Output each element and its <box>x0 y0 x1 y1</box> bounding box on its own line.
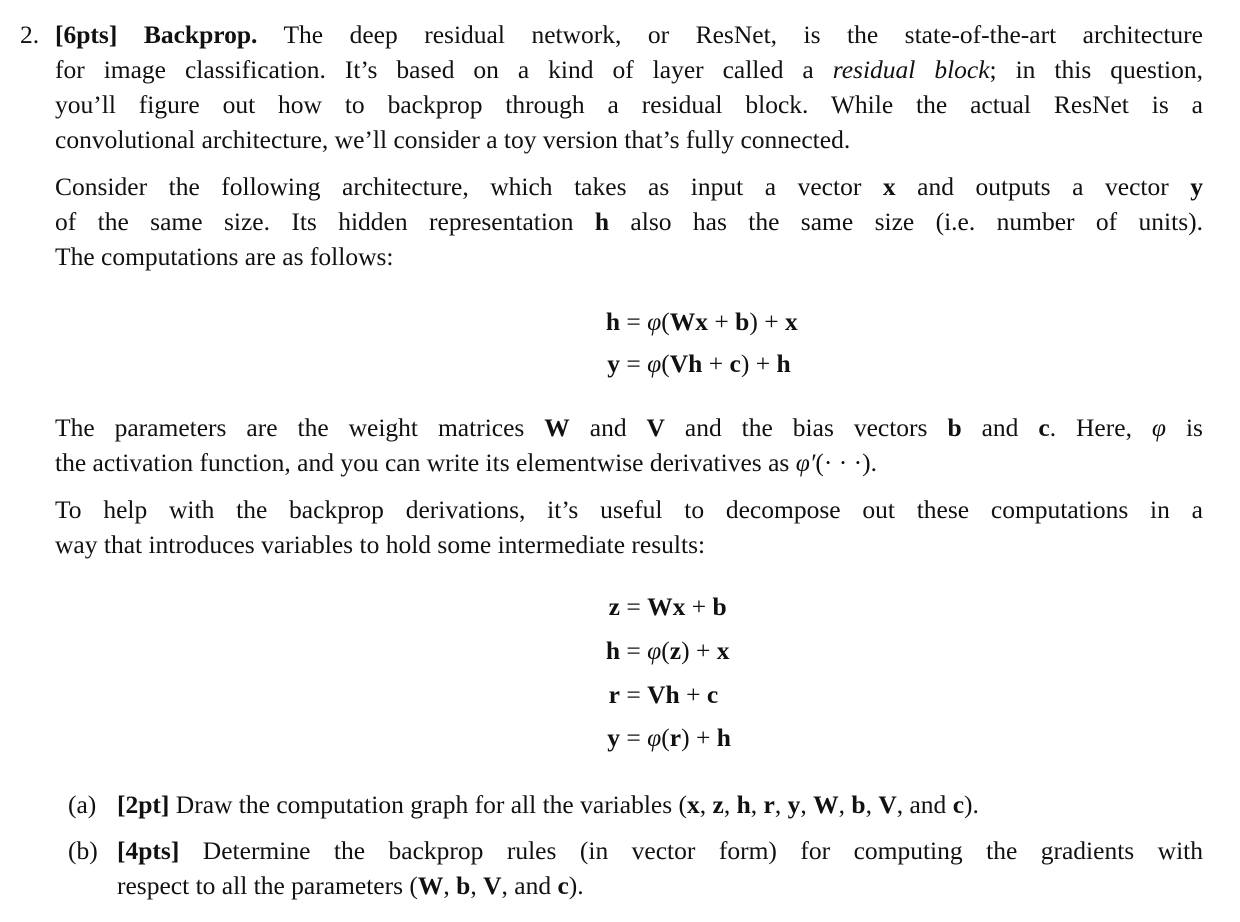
text: (· · ·). <box>815 448 877 477</box>
math-symbol: φ <box>647 636 662 665</box>
math-symbol: φ <box>1151 413 1167 442</box>
text-line <box>55 413 1203 443</box>
bold-text: [2pt] <box>117 790 170 819</box>
text: , <box>800 790 814 819</box>
subpart-text <box>117 836 1203 866</box>
bold-text: Backprop. <box>143 20 258 49</box>
text: The deep residual network, or ResNet, is the state-of-the-art architecture <box>257 20 1203 49</box>
bold-text: b <box>851 790 866 819</box>
text: for image classification. It’s based on a kind of layer called a <box>55 55 833 84</box>
text: To help with the backprop derivations, it’s useful to decompose out these computations in a <box>55 495 1203 524</box>
text: + <box>685 592 713 621</box>
subpart-text <box>117 790 1203 820</box>
equation-rhs: = Wx + b <box>620 592 727 621</box>
text: and outputs a vector <box>895 172 1191 201</box>
bold-text: Wx <box>647 592 686 621</box>
text: of the same size. Its hidden representation <box>55 207 595 236</box>
equation-rhs: = φ(z) + x <box>620 636 730 665</box>
text-line <box>55 55 1203 85</box>
equation-lhs: h <box>605 307 620 336</box>
text-line <box>55 495 1203 525</box>
text: + <box>702 349 730 378</box>
text: Draw the computation graph for all the variables ( <box>169 790 688 819</box>
subpart-text <box>117 871 1203 901</box>
text: , <box>723 790 737 819</box>
bold-text: W <box>813 790 839 819</box>
text: ( <box>661 349 670 378</box>
text: the activation function, and you can write its elementwise derivatives as <box>55 448 796 477</box>
bold-text: b <box>947 413 962 442</box>
text: is <box>1166 413 1203 442</box>
text-line <box>55 448 1203 478</box>
text: , <box>470 871 484 900</box>
bold-text: c <box>706 680 719 709</box>
bold-text: y <box>787 790 801 819</box>
math-symbol: φ <box>647 723 662 752</box>
bold-text: c <box>952 790 965 819</box>
equation-lhs: r <box>608 680 620 709</box>
text: respect to all the parameters ( <box>117 871 418 900</box>
bold-text: Wx <box>669 307 708 336</box>
text-line <box>55 207 1203 237</box>
math-symbol: φ <box>647 349 662 378</box>
equation-rhs: = Vh + c <box>620 680 719 709</box>
bold-text: V <box>646 413 665 442</box>
bold-text: z <box>669 636 682 665</box>
text-line <box>55 172 1203 202</box>
text: ) + <box>740 349 777 378</box>
text: convolutional architecture, we’ll consider a toy version that’s fully connected. <box>55 125 851 154</box>
bold-text: b <box>735 307 750 336</box>
equation-lhs: z <box>608 592 620 621</box>
bold-text: [6pts] <box>55 20 144 49</box>
text: ). <box>964 790 979 819</box>
text: ) + <box>681 723 717 752</box>
bold-text: x <box>716 636 730 665</box>
bold-text: b <box>456 871 471 900</box>
text: The parameters are the weight matrices <box>55 413 545 442</box>
text: and the bias vectors <box>664 413 948 442</box>
text: ( <box>661 636 670 665</box>
text: , <box>838 790 852 819</box>
text: , <box>699 790 713 819</box>
text-line <box>55 530 1203 560</box>
bold-text: V <box>483 871 502 900</box>
equation-rhs: = φ(r) + h <box>620 723 731 752</box>
text: Determine the backprop rules (in vector form) for computing the gradients with <box>179 836 1203 865</box>
bold-text: z <box>712 790 724 819</box>
text: + <box>708 307 736 336</box>
equation-lhs: y <box>607 349 620 378</box>
text: Consider the following architecture, which takes as input a vector <box>55 172 883 201</box>
bold-text: y <box>1190 172 1203 201</box>
text: The computations are as follows: <box>55 242 394 271</box>
equation-lhs: y <box>607 723 620 752</box>
text-line <box>55 125 1203 155</box>
text: ) + <box>681 636 717 665</box>
text: way that introduces variables to hold some intermediate results: <box>55 530 706 559</box>
text: , <box>774 790 788 819</box>
bold-text: x <box>882 172 896 201</box>
text: you’ll figure out how to backprop through a residual block. While the actual ResNet is a <box>55 90 1203 119</box>
bold-text: W <box>417 871 444 900</box>
text: . Here, <box>1049 413 1152 442</box>
bold-text: h <box>736 790 751 819</box>
subpart-label: (b) <box>68 836 98 865</box>
bold-text: h <box>594 207 610 236</box>
bold-text: [4pts] <box>117 836 180 865</box>
text: ; in this question, <box>989 55 1203 84</box>
text: ). <box>568 871 584 900</box>
bold-text: c <box>729 349 741 378</box>
bold-text: Vh <box>669 349 703 378</box>
bold-text: W <box>544 413 570 442</box>
text: also has the same size (i.e. number of units). <box>609 207 1203 236</box>
bold-text: Vh <box>647 680 680 709</box>
equation-rhs: = φ(Wx + b) + x <box>620 307 798 336</box>
text: , <box>865 790 879 819</box>
text: ( <box>661 723 670 752</box>
text: , <box>443 871 457 900</box>
math-symbol: residual block <box>832 55 990 84</box>
bold-text: h <box>716 723 731 752</box>
text: , and <box>501 871 558 900</box>
bold-text: x <box>687 790 700 819</box>
math-symbol: φ <box>647 307 662 336</box>
equation-lhs: h <box>605 636 620 665</box>
text-line <box>55 90 1203 120</box>
bold-text: r <box>763 790 775 819</box>
text: , <box>750 790 764 819</box>
text-line <box>55 20 1203 50</box>
bold-text: c <box>557 871 569 900</box>
text: and <box>961 413 1039 442</box>
bold-text: c <box>1038 413 1050 442</box>
equation-rhs: = φ(Vh + c) + h <box>620 349 791 378</box>
problem-number: 2. <box>20 20 40 49</box>
math-symbol: φ′ <box>795 448 816 477</box>
bold-text: b <box>712 592 727 621</box>
bold-text: r <box>669 723 682 752</box>
text: and <box>569 413 647 442</box>
subpart-label: (a) <box>68 790 97 819</box>
text: , and <box>896 790 953 819</box>
bold-text: V <box>878 790 897 819</box>
text: ) + <box>749 307 785 336</box>
bold-text: x <box>784 307 798 336</box>
text: + <box>679 680 707 709</box>
bold-text: h <box>776 349 791 378</box>
text-line <box>55 242 1203 272</box>
text: ( <box>661 307 670 336</box>
